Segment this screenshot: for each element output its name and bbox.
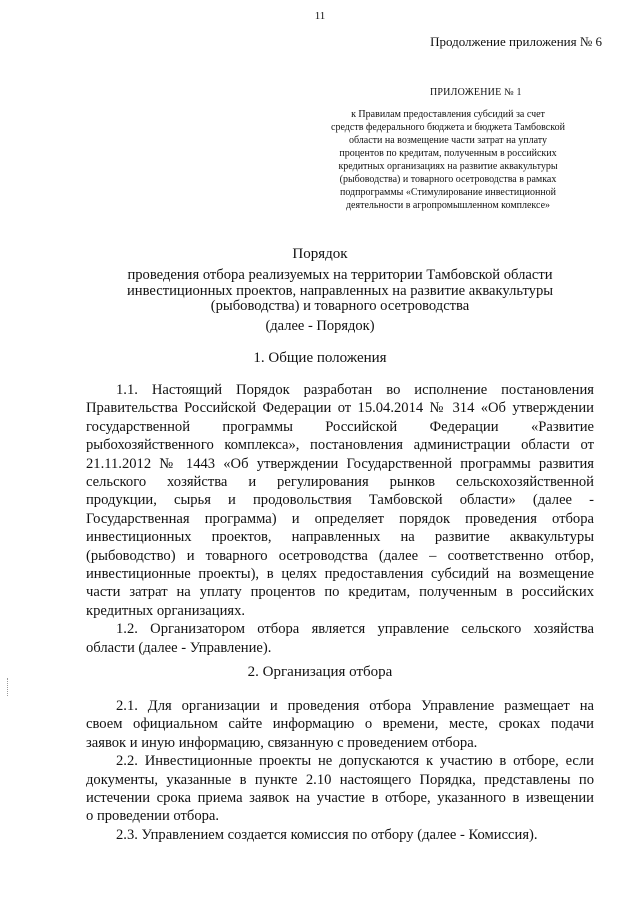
text-line: 1.2. Организатором отбора является управление сельского хозяйства (116, 621, 594, 638)
text-line: своем официальном сайте информацию о времени, месте, сроках подачи (86, 716, 594, 733)
text-line: государственной программы Российской Федерации «Развитие (86, 418, 594, 435)
text-line: 2.2. Инвестиционные проекты не допускаются к участию в отборе, если (116, 753, 594, 770)
text-line: 21.11.2012 № 1443 «Об утверждении Государственной программы развития (86, 455, 594, 472)
text-line: сельского хозяйства и регулирования рынков сельскохозяйственной (86, 474, 594, 491)
section-1-heading: 1. Общие положения (253, 350, 387, 366)
document-abbreviation: (далее - Порядок) (265, 318, 375, 334)
appendix-line: области на возмещение части затрат на уплату (348, 135, 548, 146)
text-line: заявок и иную информацию, связанную с проведением отбора. (86, 734, 478, 751)
text-line: продукции, сырья и продовольствия Тамбовской области» (далее - (86, 492, 594, 509)
text-line: кредитных организациях. (86, 602, 246, 619)
appendix-line: (рыбоводства) и товарного осетроводства в рамках (339, 174, 557, 185)
appendix-line: подпрограммы «Стимулирование инвестиционной (339, 187, 557, 198)
section-2-heading: 2. Организация отбора (247, 664, 393, 680)
appendix-line: к Правилам предоставления субсидий за счет (351, 109, 545, 120)
scan-margin-mark (7, 678, 10, 696)
subtitle-line: проведения отбора реализуемых на территории Тамбовской области (127, 267, 553, 283)
appendix-continuation-note: Продолжение приложения № 6 (430, 34, 602, 49)
paragraph-1-1 (86, 381, 594, 657)
page-number: 11 (314, 10, 326, 22)
appendix-reference (320, 108, 576, 212)
appendix-label: ПРИЛОЖЕНИЕ № 1 (430, 87, 522, 98)
text-line: 1.1. Настоящий Порядок разработан во исполнение постановления (116, 382, 594, 398)
subtitle-line: (рыбоводства) и товарного осетроводства (210, 298, 470, 314)
text-line: области (далее - Управление). (86, 639, 272, 656)
appendix-line: средств федерального бюджета и бюджета Тамбовской (331, 122, 565, 133)
appendix-line: процентов по кредитам, полученным в российских (339, 148, 557, 159)
document-subtitle (110, 268, 570, 315)
text-line: (рыбоводство) и товарного осетроводства (далее – соответственно отбор, (86, 547, 594, 564)
appendix-line: деятельности в агропромышленном комплексе» (345, 200, 551, 211)
text-line: документы, указанные в пункте 2.10 настоящего Порядка, представлены по (86, 771, 594, 788)
text-line: о проведении отбора. (86, 808, 220, 825)
paragraph-2-1 (86, 697, 594, 844)
text-line: инвестиционные проекты), в целях предоставления субсидий на возмещение (86, 566, 594, 583)
text-line: Государственная программа) и определяет порядок проведения отбора (86, 510, 594, 527)
document-title: Порядок (292, 246, 348, 262)
text-line: Правительства Российской Федерации от 15.04.2014 № 314 «Об утверждении (86, 400, 594, 417)
text-line: части затрат на уплату процентов по кредитам, полученным в российских (86, 584, 594, 601)
appendix-line: кредитных организациях на развитие аквакультуры (338, 161, 558, 172)
text-line: 2.1. Для организации и проведения отбора Управление размещает на (116, 698, 594, 714)
text-line: 2.3. Управлением создается комиссия по отбору (далее - Комиссия). (116, 826, 538, 843)
subtitle-line: инвестиционных проектов, направленных на развитие аквакультуры (126, 282, 554, 299)
text-line: рыбохозяйственного комплекса», постановления администрации области от (86, 437, 594, 454)
text-line: инвестиционных проектов, направленных на развитие аквакультуры (86, 529, 594, 546)
text-line: истечении срока приема заявок на участие в отборе, указанного в извещении (86, 790, 594, 807)
